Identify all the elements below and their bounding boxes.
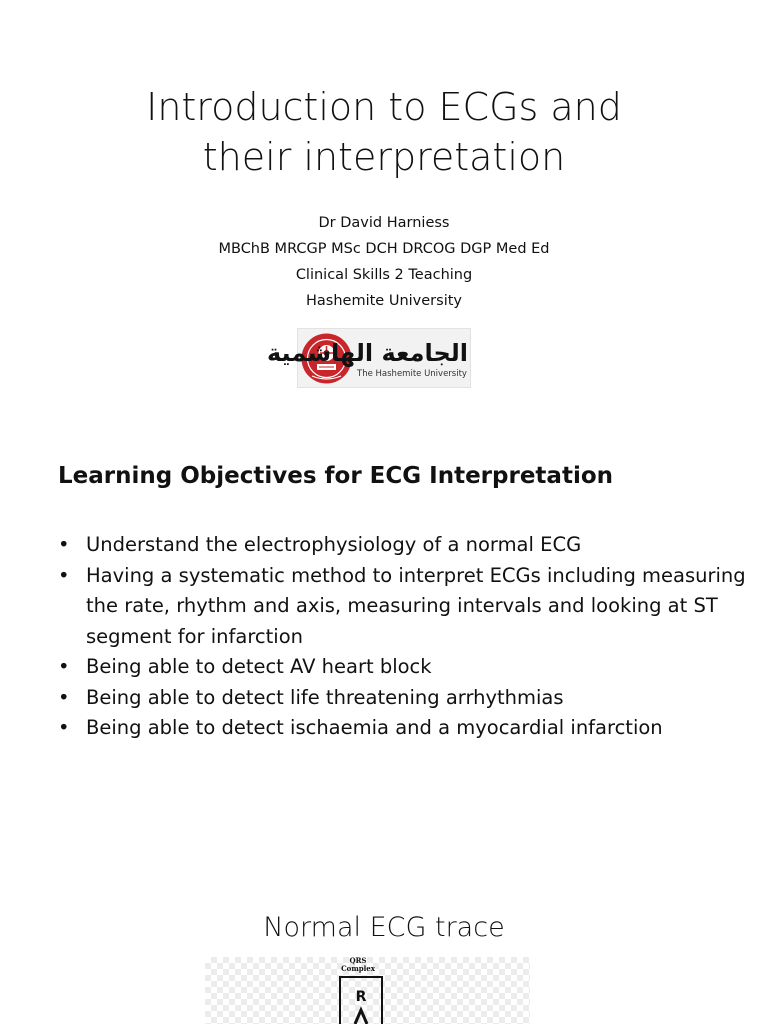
title-line-2: their interpretation [202, 135, 566, 179]
list-item [58, 713, 748, 744]
ecg-trace-heading: Normal ECG trace [263, 912, 505, 943]
objective-text: Having a systematic method to interpret ECGs including measuring the rate, rhythm and axis, measuring intervals and looking at ST segment for infarction [86, 563, 746, 648]
objective-text: Being able to detect ischaemia and a myocardial infarction [86, 716, 663, 739]
university-logo [267, 328, 471, 388]
list-item [58, 530, 748, 561]
course-name: Clinical Skills 2 Teaching [295, 267, 473, 283]
r-wave-peak [351, 1009, 371, 1024]
svg-text:الجامعة الهاشمية: الجامعة الهاشمية [267, 339, 468, 367]
ecg-trace-figure [205, 957, 530, 1024]
ecg-trace-slide [0, 864, 768, 1024]
list-item [58, 652, 748, 683]
bullet-icon: • [58, 563, 70, 587]
presentation-title [0, 82, 768, 182]
objectives-heading: Learning Objectives for ECG Interpretation [58, 463, 613, 489]
institution-name: Hashemite University [306, 293, 462, 309]
qrs-label-line-2: Complex [341, 964, 375, 973]
author-name: Dr David Harniess [318, 215, 450, 231]
qrs-label-line-1: QRS [349, 956, 367, 965]
objectives-list [58, 530, 748, 744]
objective-text: Understand the electrophysiology of a normal ECG [86, 533, 582, 556]
list-item [58, 561, 748, 653]
bullet-icon: • [58, 685, 70, 709]
objective-text: Being able to detect AV heart block [86, 655, 432, 678]
arabic-calligraphy-wordmark [267, 331, 470, 371]
bullet-icon: • [58, 716, 70, 739]
qrs-complex-label [325, 957, 391, 973]
bullet-icon: • [58, 655, 70, 678]
logo-english-text: The Hashemite University [357, 369, 467, 379]
title-slide [0, 0, 768, 432]
list-item [58, 683, 748, 714]
bullet-icon: • [58, 533, 70, 556]
objective-text: Being able to detect life threatening arrhythmias [86, 685, 564, 709]
subtitle-block [0, 210, 768, 314]
r-wave-label: R [355, 989, 367, 1005]
author-qualifications: MBChB MRCGP MSc DCH DRCOG DGP Med Ed [218, 241, 550, 257]
objectives-slide [0, 432, 768, 864]
title-line-1: Introduction to ECGs and [146, 85, 622, 129]
